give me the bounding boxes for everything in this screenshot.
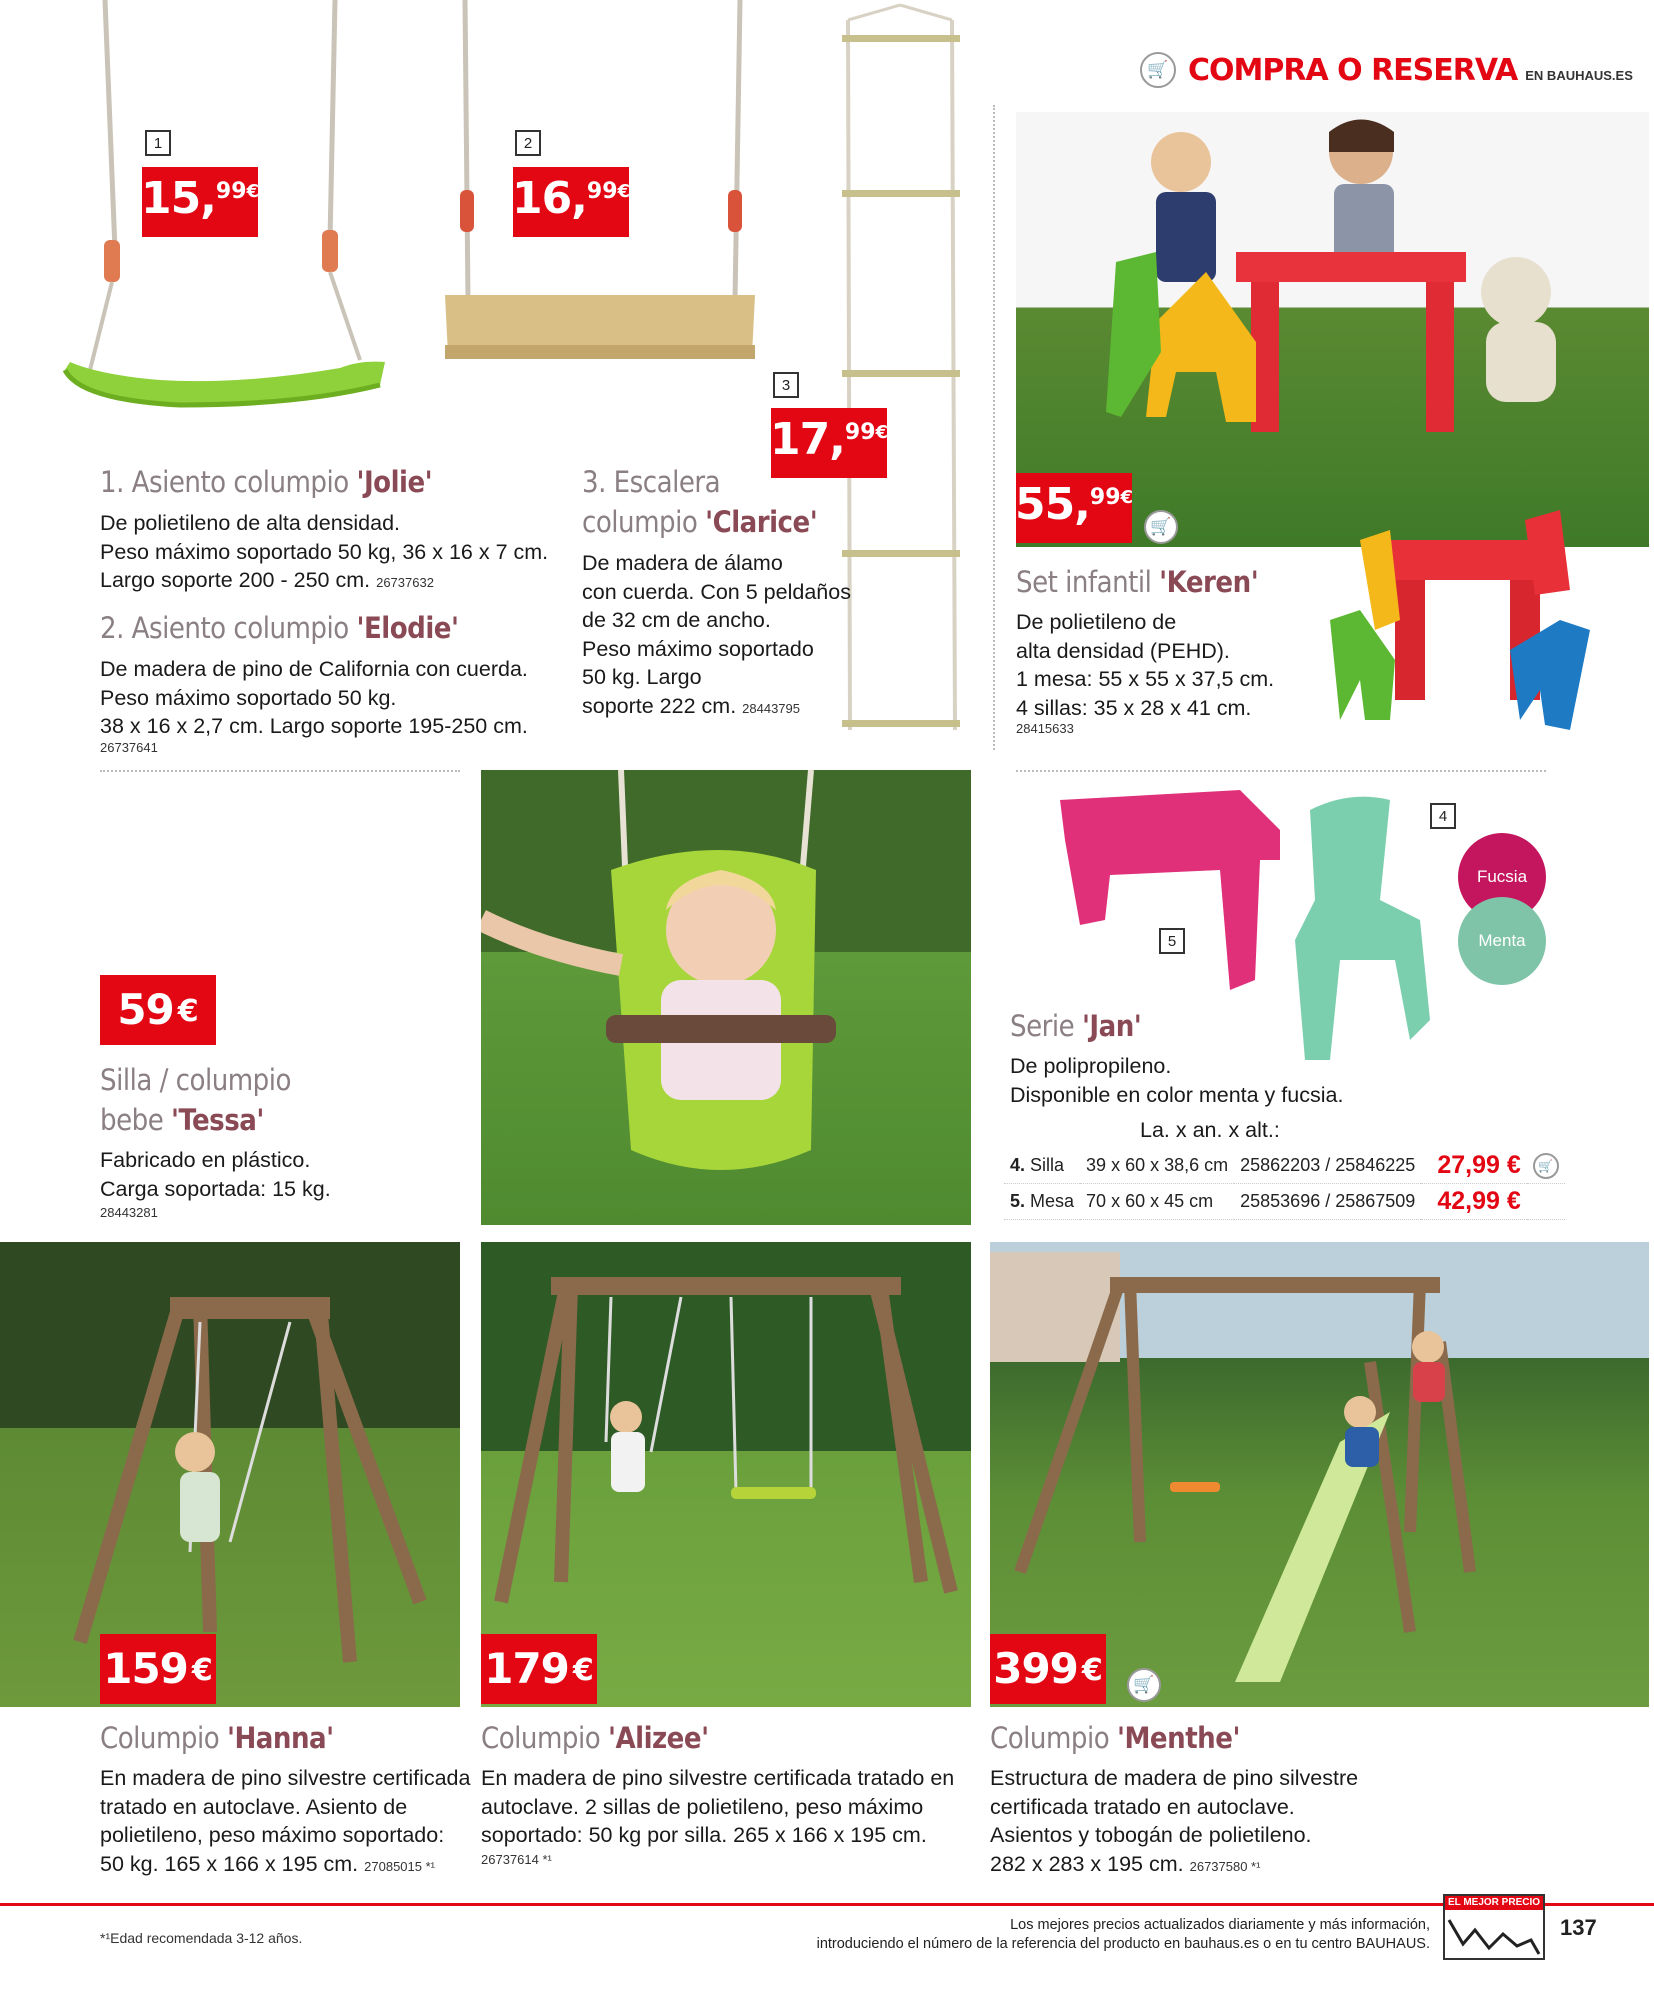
elodie-price-tag: [513, 167, 629, 237]
clarice-description: [582, 549, 851, 723]
tessa-price-int: 59: [117, 985, 174, 1034]
elodie-price-int: 16,: [511, 173, 587, 224]
footer-info-line: introduciendo el número de la referencia del producto en bauhaus.es o en tu centro BAUHAUS.: [816, 1936, 1430, 1952]
best-price-badge-label: EL MEJOR PRECIO: [1445, 1896, 1543, 1910]
jolie-title: [100, 462, 432, 502]
tessa-description: [100, 1146, 331, 1223]
reserve-title: COMPRA O RESERVA: [1188, 52, 1518, 88]
footer-info: [817, 1916, 1430, 1954]
clarice-desc-line: Peso máximo soportado: [582, 636, 814, 661]
jan-description: [1010, 1052, 1343, 1109]
hanna-title-prefix: Columpio: [100, 1721, 227, 1755]
alizee-desc-line: En madera de pino silvestre certificada tratado en: [481, 1766, 955, 1790]
clarice-title-line1: 3. Escalera: [582, 465, 721, 499]
reserve-header: [1140, 52, 1633, 88]
keren-price-int: 55,: [1014, 479, 1090, 530]
hanna-title: [100, 1718, 334, 1758]
page-number: 137: [1560, 1915, 1597, 1940]
jolie-price-int: 15,: [140, 173, 216, 224]
menthe-desc-line: Asientos y tobogán de polietileno.: [990, 1823, 1312, 1847]
jolie-desc-line: De polietileno de alta densidad.: [100, 511, 401, 535]
hanna-photo-illustration: [0, 1242, 460, 1707]
alizee-title-name: 'Alizee': [607, 1721, 709, 1755]
color-label-fucsia: Fucsia: [1476, 867, 1528, 886]
clarice-desc-line: de 32 cm de ancho.: [582, 608, 771, 632]
menthe-desc-line-text: 282 x 283 x 195 cm.: [990, 1851, 1184, 1876]
clarice-desc-line: 50 kg. Largo: [582, 665, 702, 689]
elodie-description: [100, 655, 528, 755]
tessa-desc-line: Carga soportada: 15 kg.: [100, 1176, 331, 1201]
menthe-desc-line: certificada tratado en autoclave.: [990, 1794, 1295, 1819]
keren-set-product-image: [1320, 500, 1600, 750]
menthe-price-int: 399: [993, 1644, 1078, 1693]
jan-title-name: 'Jan': [1081, 1009, 1142, 1043]
clarice-reference: 28443795: [742, 700, 800, 716]
hanna-price-tag: [100, 1634, 216, 1704]
color-label-menta: Menta: [1478, 931, 1526, 950]
clarice-desc-line-text: soporte 222 cm.: [582, 693, 737, 718]
jan-row-refs: 25862203 / 25846225: [1234, 1148, 1421, 1184]
alizee-desc-line: autoclave. 2 sillas de polietileno, peso máximo: [481, 1794, 924, 1819]
keren-reference: 28415633: [1016, 721, 1074, 736]
footer-rule: [0, 1903, 1654, 1906]
jolie-desc-line: Peso máximo soportado 50 kg, 36 x 16 x 7 cm.: [100, 539, 549, 564]
menthe-price-currency: €: [1081, 1653, 1103, 1688]
clarice-desc-line: De madera de álamo: [582, 551, 783, 575]
jan-row-label: [1004, 1184, 1080, 1220]
alizee-price-int: 179: [484, 1644, 569, 1693]
hanna-description: [100, 1764, 470, 1881]
menthe-title-name: 'Menthe': [1116, 1721, 1240, 1755]
jan-dims-header: La. x an. x alt.:: [1140, 1118, 1280, 1142]
tessa-price-currency: €: [177, 994, 199, 1029]
keren-title-name: 'Keren': [1159, 565, 1259, 599]
section-divider-left: [100, 770, 460, 772]
jan-row-number: 5.: [1010, 1191, 1026, 1211]
keren-reserve-cart-icon[interactable]: 🛒: [1144, 510, 1178, 544]
elodie-price-currency: €: [617, 181, 631, 202]
elodie-price-dec: 99: [586, 179, 618, 204]
jolie-title-name: 'Jolie': [356, 465, 433, 499]
clarice-title: [582, 462, 817, 542]
price-trend-icon: [1445, 1910, 1543, 1958]
alizee-desc-line: soportado: 50 kg por silla. 265 x 166 x 195 cm.: [481, 1823, 927, 1847]
clarice-price-int: 17,: [769, 414, 845, 465]
jolie-price-currency: €: [246, 181, 260, 202]
jolie-desc-line-text: Largo soporte 200 - 250 cm.: [100, 568, 371, 592]
alizee-reference: 26737614 *¹: [481, 1851, 552, 1867]
clarice-desc-line: con cuerda. Con 5 peldaños: [582, 579, 851, 604]
jolie-price-dec: 99: [215, 179, 247, 204]
color-swatch-menta: [1458, 897, 1546, 985]
elodie-title-name: 'Elodie': [356, 611, 459, 645]
alizee-title: [481, 1718, 709, 1758]
clarice-title-name: 'Clarice': [705, 505, 818, 540]
keren-title: [1016, 562, 1258, 602]
elodie-desc-line: 38 x 16 x 2,7 cm. Largo soporte 195-250 cm.: [100, 714, 528, 738]
clarice-desc-line: [582, 692, 851, 724]
jolie-number-box: 1: [145, 130, 171, 156]
section-divider-right: [1016, 770, 1546, 772]
elodie-desc-line: De madera de pino de California con cuerda.: [100, 657, 528, 681]
jan-row-label: [1004, 1148, 1080, 1184]
tessa-title-line1: Silla / columpio: [100, 1063, 291, 1097]
table-row: [1004, 1148, 1565, 1184]
jan-row-label-text: Silla: [1030, 1155, 1065, 1175]
jan-title: [1010, 1006, 1141, 1046]
alizee-description: [481, 1764, 954, 1870]
tessa-price-tag: [100, 975, 216, 1045]
clarice-number-box: 3: [773, 372, 799, 398]
keren-price-tag: [1016, 473, 1132, 543]
jan-row-cart-cell: [1527, 1148, 1565, 1184]
jan-row-price: 27,99 €: [1421, 1148, 1526, 1184]
jan-row-price: 42,99 €: [1421, 1184, 1526, 1220]
hanna-price-currency: €: [191, 1653, 213, 1688]
menthe-desc-line: Estructura de madera de pino silvestre: [990, 1766, 1359, 1790]
keren-title-prefix: Set infantil: [1016, 565, 1160, 599]
menthe-reserve-cart-icon[interactable]: 🛒: [1127, 1668, 1161, 1702]
hanna-desc-line: [100, 1850, 470, 1882]
jan-row-dims: 70 x 60 x 45 cm: [1080, 1184, 1234, 1220]
jolie-desc-line: [100, 566, 548, 598]
hanna-desc-line: tratado en autoclave. Asiento de: [100, 1794, 408, 1819]
jan-row-dims: 39 x 60 x 38,6 cm: [1080, 1148, 1234, 1184]
jan-table-number-box: 5: [1159, 928, 1185, 954]
hanna-desc-line: polietileno, peso máximo soportado:: [100, 1823, 445, 1847]
jan-desc-line: Disponible en color menta y fucsia.: [1010, 1082, 1344, 1107]
keren-description: [1016, 608, 1274, 736]
elodie-reference: 26737641: [100, 739, 158, 755]
elodie-title: [100, 608, 458, 648]
alizee-price-currency: €: [572, 1653, 594, 1688]
keren-price-dec: 99: [1089, 485, 1121, 510]
menthe-reference: 26737580 *¹: [1189, 1858, 1261, 1874]
cart-icon: 🛒: [1140, 52, 1176, 88]
jan-chair-number-box: 4: [1430, 803, 1456, 829]
tessa-baby-swing-photo: [481, 770, 971, 1225]
table-row: [1004, 1184, 1565, 1220]
menthe-title: [990, 1718, 1240, 1758]
hanna-swing-photo: [0, 1242, 460, 1707]
jolie-title-prefix: 1. Asiento columpio: [100, 465, 357, 499]
tessa-title-prefix: bebe: [100, 1103, 172, 1138]
jan-price-table: [1004, 1148, 1565, 1220]
elodie-title-prefix: 2. Asiento columpio: [100, 611, 357, 645]
tessa-photo-illustration: [481, 770, 971, 1225]
hanna-desc-line: En madera de pino silvestre certificada: [100, 1766, 471, 1790]
keren-desc-line: 1 mesa: 55 x 55 x 37,5 cm.: [1016, 667, 1275, 691]
hanna-reference: 27085015 *¹: [364, 1858, 435, 1874]
jan-row-refs: 25853696 / 25867509: [1234, 1184, 1421, 1220]
footer-note: *¹Edad recomendada 3-12 años.: [100, 1930, 303, 1946]
jolie-price-tag: [142, 167, 258, 237]
footer-info-line: Los mejores precios actualizados diariamente y más información,: [1010, 1917, 1430, 1933]
jan-row-cart-cell: [1527, 1184, 1565, 1220]
jan-chair-reserve-cart-icon[interactable]: 🛒: [1533, 1153, 1559, 1179]
hanna-desc-line-text: 50 kg. 165 x 166 x 195 cm.: [100, 1851, 359, 1876]
clarice-price-dec: 99: [844, 420, 876, 445]
reserve-suffix: EN BAUHAUS.ES: [1525, 67, 1633, 83]
tessa-title-line2: [100, 1100, 291, 1140]
column-divider: [993, 105, 995, 750]
tessa-reference: 28443281: [100, 1205, 158, 1220]
menthe-price-tag: [990, 1634, 1106, 1704]
jolie-reference: 26737632: [376, 575, 434, 590]
keren-desc-line: alta densidad (PEHD).: [1016, 638, 1230, 663]
menthe-description: [990, 1764, 1358, 1881]
menthe-title-prefix: Columpio: [990, 1721, 1117, 1755]
elodie-desc-line: Peso máximo soportado 50 kg.: [100, 685, 397, 710]
hanna-title-name: 'Hanna': [226, 1721, 334, 1755]
jan-row-number: 4.: [1010, 1155, 1026, 1175]
clarice-price-currency: €: [875, 422, 889, 443]
keren-desc-line: De polietileno de: [1016, 610, 1177, 634]
jolie-description: [100, 509, 548, 598]
jan-row-label-text: Mesa: [1030, 1191, 1075, 1211]
tessa-title-name: 'Tessa': [171, 1103, 264, 1138]
keren-price-currency: €: [1120, 487, 1134, 508]
clarice-title-line2: [582, 502, 817, 542]
tessa-title: [100, 1060, 291, 1140]
jan-desc-line: De polipropileno.: [1010, 1054, 1172, 1078]
jan-title-prefix: Serie: [1010, 1009, 1082, 1043]
alizee-price-tag: [481, 1634, 597, 1704]
keren-desc-line: 4 sillas: 35 x 28 x 41 cm.: [1016, 695, 1252, 720]
menthe-desc-line: [990, 1850, 1358, 1882]
clarice-title-prefix: columpio: [582, 505, 706, 540]
best-price-badge: [1443, 1894, 1545, 1960]
elodie-number-box: 2: [515, 130, 541, 156]
hanna-price-int: 159: [103, 1644, 188, 1693]
alizee-title-prefix: Columpio: [481, 1721, 608, 1755]
tessa-desc-line: Fabricado en plástico.: [100, 1148, 311, 1172]
